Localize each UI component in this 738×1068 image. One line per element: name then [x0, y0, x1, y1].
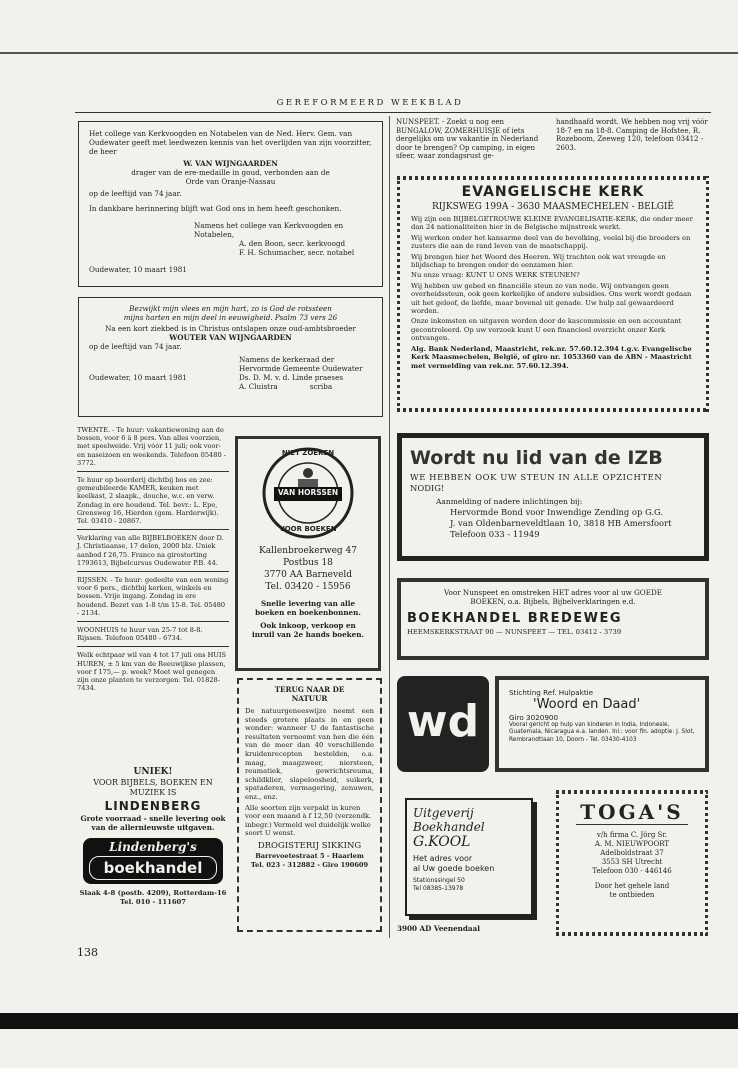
classified-divider: [77, 646, 229, 647]
kool-line1: Uitgeverij: [413, 806, 474, 820]
classified-item: Te huur op boerderij dichtbij bos en zee: gemeubileerde KAMER, keuken met keelkast, 2 slaapk., douche, w.c. en verw. Zondag in ere houdend. Tel. bevr.: L. Epe, Grensweg 16, Hierden (gem. Harderwijk). Tel. 03410 - 20867.: [77, 476, 219, 526]
obit2-quote1: Bezwijkt mijn vlees en mijn hart, zo is God de rotssteen: [129, 304, 332, 313]
border-bottom: [556, 932, 708, 936]
obit2-text: Na een kort ziekbed is in Christus ontslapen onze oud-ambtsbroeder: [105, 324, 356, 333]
togas-l2: A. M. NIEUWPOORT: [594, 840, 670, 848]
bredeweg-ad: [397, 578, 709, 660]
obit2-place: Oudewater, 10 maart 1981: [89, 373, 187, 382]
obituary-ad-2: [78, 297, 383, 417]
obit2-sign3: Ds. D. M. v. d. Linde praeses: [239, 373, 344, 382]
uniek-line1: VOOR BIJBELS, BOEKEN EN: [93, 778, 213, 787]
classified-divider: [77, 571, 229, 572]
horssen-arc-bottom: VOOR BOEKEN: [279, 525, 337, 533]
obit1-age: op de leeftijd van 74 jaar.: [89, 189, 182, 198]
evangelische-p4: Nu onze vraag: KUNT U ONS WERK STEUNEN?: [411, 271, 580, 280]
bottom-band: [0, 1013, 738, 1029]
woord-en-daad-logo: [397, 676, 489, 772]
border-top: [556, 790, 708, 794]
obit1-name: W. VAN WIJNGAARDEN: [183, 159, 278, 168]
obit1-place: Oudewater, 10 maart 1981: [89, 265, 187, 274]
togas-l4: 3553 SH Utrecht: [601, 858, 663, 866]
handhaafd-text: handhaafd wordt. We hebben nog vrij vóór 18-7 en na 18-8. Camping de Hofstee, R. Rozeboom, Zeeweg 120, telefoon 03412 - 2603.: [556, 118, 708, 152]
horssen-line2: boeken en boekenbonnen.: [255, 608, 361, 617]
kool-ad: [397, 794, 545, 936]
natuur-brand: DROGISTERIJ SIKKING: [257, 840, 362, 851]
woord-text: Vooral gericht op hulp van kinderen in India, Indonesie, Guatemala, Nicaragua e.a. landen. Inl.: voor fin. adoptie: J. Slot, Rembrandtlaan 10, Doorn - Tel. 03430-4103: [509, 722, 695, 743]
horssen-text: [238, 545, 378, 639]
evangelische-p7: Alg. Bank Nederland, Maastricht, rek.nr. 57.60.12.394 t.g.v. Evangelische Kerk Maasmechelen, België, of giro nr. 1053360 van de ABN - Maastricht met vermelding van rek.nr. 57.60.12.394.: [411, 344, 692, 370]
evangelische-kerk-ad: [397, 176, 709, 412]
evangelische-address: RIJKSWEG 199A - 3630 MAASMECHELEN - BELGIË: [431, 202, 675, 212]
obit2-name: WOUTER VAN WIJNGAARDEN: [169, 333, 292, 342]
bredeweg-address: HEEMSKERKSTRAAT 90 — NUNSPEET — TEL. 03412 - 3739: [407, 628, 622, 636]
column-divider: [389, 116, 390, 938]
classified-item: Verklaring van alle BIJBELBOEKEN door D. J. Christiaanse, 17 delen, 2000 blz. Uniek aanbod f 26,75. Franco na girostorting 1793613, Bijbelcursus Oudewater P.B. 44.: [77, 534, 224, 567]
woord-title: 'Woord en Daad': [533, 697, 641, 712]
bredeweg-line1: Voor Nunspeet en omstreken HET adres voor al uw GOEDE: [444, 588, 662, 597]
izb-line1: WE HEBBEN OOK UW STEUN IN ALLE OPZICHTEN: [410, 472, 663, 482]
lindenberg-logo-top: Lindenberg's: [109, 840, 197, 854]
nunspeet-classified: [396, 118, 552, 161]
handhaafd-classified: [556, 118, 708, 152]
izb-line3: Aanmelding of nadere inlichtingen bij:: [436, 497, 583, 506]
evangelische-p6: Onze inkomsten en uitgaven worden door de kascommissie en een accountant gecontroleerd. Op uw verzoek kunt U een financieel overzicht onzer Kerk ontvangen.: [411, 317, 682, 343]
obit2-sign2: Hervormde Gemeente Oudewater: [239, 364, 363, 373]
horssen-arc-top: NIET ZOEKEN: [281, 449, 335, 457]
izb-line5: J. van Oldenbarneveldtlaan 10, 3818 HB Amersfoort: [450, 518, 672, 528]
togas-content: [562, 800, 702, 900]
natuur-ad: [237, 678, 382, 932]
evangelische-p2: Wij werken onder het kansarme deel van de bevolking, veelal bij die broeders en zusters die aan de rand leven van de maatschappij.: [411, 233, 691, 251]
border-left: [397, 176, 400, 412]
izb-title: Wordt nu lid van de IZB: [410, 447, 663, 469]
uniek-tel: Tel. 010 - 111607: [119, 898, 187, 906]
natuur-tel: Tel. 023 - 312882 - Giro 190609: [250, 860, 369, 869]
horssen-line1: Snelle levering van alle: [260, 599, 356, 608]
evangelische-content: [411, 184, 695, 370]
kool-line3: G.KOOL: [413, 834, 471, 850]
classified-item: WOONHUIS te huur van 25-7 tot 8-8. Rijssen. Telefoon 05480 - 6734.: [77, 626, 203, 643]
obit2-sign1: Namens de kerkeraad der: [239, 355, 335, 364]
nunspeet-text: NUNSPEET. - Zoekt u nog een BUNGALOW, ZOMERHUISJE of iets dergelijks om uw vakantie in Nederland door te brengen? Op camping, in eigen sfeer, waar zondagsrust ge-: [396, 118, 539, 161]
page-header: GEREFORMEERD WEEKBLAD: [276, 98, 464, 108]
horssen-logo-text: VAN HORSSEN: [277, 488, 339, 497]
horssen-addr2: Postbus 18: [283, 558, 333, 568]
uniek-line4: van de allernieuwste uitgaven.: [91, 823, 215, 832]
evangelische-p5: Wij hebben uw gebed en financiële steun zo van node. Wij ontvangen geen overheidssteun, ook geen kerkelijke of andere subsidies. Ons werk wordt gedaan uit het geloof, de liefde, maar bovenal uit genade. Uw hulp zal gewaardeerd worden.: [411, 281, 692, 316]
van-horssen-ad: [235, 436, 381, 671]
togas-l5: Telefoon 030 - 446146: [592, 867, 672, 875]
horssen-addr1: Kallenbroekerweg 47: [259, 546, 357, 556]
obit1-intro: Het college van Kerkvoogden en Notabelen van de Ned. Herv. Gem. van Oudewater geeft met leedwezen kennis van het overlijden van zijn voorzitter, de heer: [89, 129, 372, 156]
horssen-line3: Ook inkoop, verkoop en: [260, 621, 356, 630]
togas-ad: [556, 790, 708, 936]
obit1-line1: drager van de ere-medaille in goud, verbonden aan de: [131, 168, 330, 177]
border-bottom: [397, 408, 709, 412]
woord-giro: Giro 3020900: [509, 713, 559, 722]
wd-logo-text: wd: [406, 696, 480, 747]
kool-line6: Stationssingel 50: [413, 877, 465, 884]
obit1-sign3: F. H. Schumacher, secr. notabel: [239, 248, 355, 257]
lindenberg-logo-bottom: boekhandel: [89, 856, 217, 880]
classified-divider: [77, 529, 229, 530]
header-rule: [75, 112, 711, 113]
kool-line4: Het adres voor: [413, 854, 473, 863]
bredeweg-line2: BOEKEN, o.a. Bijbels, Bijbelverklaringen e.d.: [470, 597, 636, 606]
page-number: 138: [77, 946, 98, 959]
togas-l3: Adelboldstraat 37: [600, 849, 664, 857]
kool-line7: Tel 08385-13978: [413, 885, 464, 892]
evangelische-p1: Wij zijn een BIJBELGETROUWE KLEINE EVANGELISATIE-KERK, die onder meer dan 24 nationaliteiten hier in de Belgische mijnstreek werkt.: [411, 215, 693, 232]
classifieds-column: [77, 426, 229, 692]
border-left: [556, 790, 559, 936]
izb-ad: [397, 433, 709, 561]
classified-item: TWENTE. - Te huur: vakantiewoning aan de bossen, voor 6 à 8 pers. Van alles voorzien, met speelweide. Vrij vóór 11 juli; ook voor- en naseizoen en weekends. Telefoon 05480 - 3772.: [77, 426, 226, 467]
togas-l7: te ontbieden: [609, 891, 655, 899]
uniek-address: Slaak 4-8 (postb. 4209), Rotterdam-16: [79, 889, 227, 897]
uniek-title: UNIEK!: [133, 767, 173, 777]
classified-divider: [77, 471, 229, 472]
izb-line2: NODIG!: [410, 483, 445, 493]
obit2-age: op de leeftijd van 74 jaar.: [89, 342, 182, 351]
evangelische-title: EVANGELISCHE KERK: [461, 184, 645, 200]
izb-line6: Telefoon 033 - 11949: [450, 529, 540, 539]
obit2-quote2: mijns harten en mijn deel in eeuwigheid. Psalm 73 vers 26: [123, 313, 338, 322]
horssen-line4: inruil van 2e hands boeken.: [252, 630, 364, 639]
horssen-addr3: 3770 AA Barneveld: [263, 570, 353, 580]
woord-org: Stichting Ref. Hulpaktie: [509, 688, 594, 697]
natuur-addr: Barrevoetestraat 5 - Haarlem: [255, 851, 364, 860]
natuur-body2: Alle soorten zijn verpakt in kuren voor een maand à f 12,50 (verzendk. inbegr.) Vermeld wel duidelijk welke soort U wenst.: [245, 803, 372, 838]
woord-en-daad-ad: [495, 676, 709, 772]
togas-l6: Door het gehele land: [594, 882, 670, 890]
kool-book: [405, 798, 533, 916]
obit1-sign1: Namens het college van Kerkvoogden en Notabelen,: [194, 221, 344, 239]
natuur-title2: NATUUR: [291, 694, 328, 703]
top-rule: [0, 52, 738, 54]
natuur-title1: TERUG NAAR DE: [274, 685, 345, 694]
border-right: [706, 176, 709, 412]
obit1-line2: Orde van Oranje-Nassau: [185, 177, 276, 186]
natuur-body: De natuurgeneeswijze neemt een steeds grotere plaats in en geen wonder: wanneer U de fantastische resultaten vernoemt van hen die één van de meer dan 40 verschillende kruidenrecepten bestelden, o.a. maag, maagzweer, niersteen, reumatiek, gewrichtsreuma, schildklier, slapeloosheid, suikerk, spataderen, vermagering, zenuwen, enz., enz.: [245, 707, 374, 801]
lindenberg-brand: LINDENBERG: [104, 799, 202, 813]
lindenberg-logo: [83, 838, 223, 884]
obituary-ad-1: [78, 121, 383, 287]
kool-line2: Boekhandel: [413, 820, 485, 834]
border-right: [705, 790, 708, 936]
kool-city: 3900 AD Veenendaal: [397, 924, 480, 933]
togas-title: TOGA'S: [576, 800, 688, 825]
classified-item: Welk echtpaar wil van 4 tot 17 juli ons HUIS HUREN, ± 5 km van de Reeuwijkse plassen, voor f 175,— p. week? Moet wel genegen zijn onze planten te verzorgen. Tel. 01828-7434.: [77, 651, 226, 693]
van-horssen-logo: [260, 445, 356, 541]
evangelische-p3: Wij brengen hier het Woord des Heeren. Wij trachten ook wat vreugde en blijdschap te brengen onder de eenzamen hier.: [411, 252, 666, 270]
uniek-line2: MUZIEK IS: [129, 788, 177, 797]
lindenberg-ad: [77, 766, 229, 907]
izb-line4: Hervormde Bond voor Inwendige Zending op G.G.: [450, 507, 664, 517]
classified-item: RIJSSEN. - Te huur: gedeelte van een woning voor 6 pers., dichtbij kerken, winkels en bossen. Vrije ingang. Zondag in ere houdend. Bezet van 1-8 t/m 15-8. Tel. 05480 - 2134.: [77, 576, 229, 617]
horssen-tel: Tel. 03420 - 15956: [265, 582, 351, 592]
togas-l1: v/h firma C. Jörg Sr.: [596, 831, 668, 839]
classified-divider: [77, 621, 229, 622]
obit2-sign4: A. Cluistra scriba: [239, 382, 333, 391]
uniek-line3: Grote voorraad - snelle levering ook: [80, 814, 226, 823]
obit1-sign2: A. den Boon, secr. kerkvoogd: [239, 239, 346, 248]
border-top: [397, 176, 709, 180]
kool-line5: al Uw goede boeken: [413, 864, 495, 873]
obit1-memory: In dankbare herinnering blijft wat God ons in hem heeft geschonken.: [89, 204, 342, 213]
bredeweg-brand: BOEKHANDEL BREDEWEG: [407, 611, 623, 626]
